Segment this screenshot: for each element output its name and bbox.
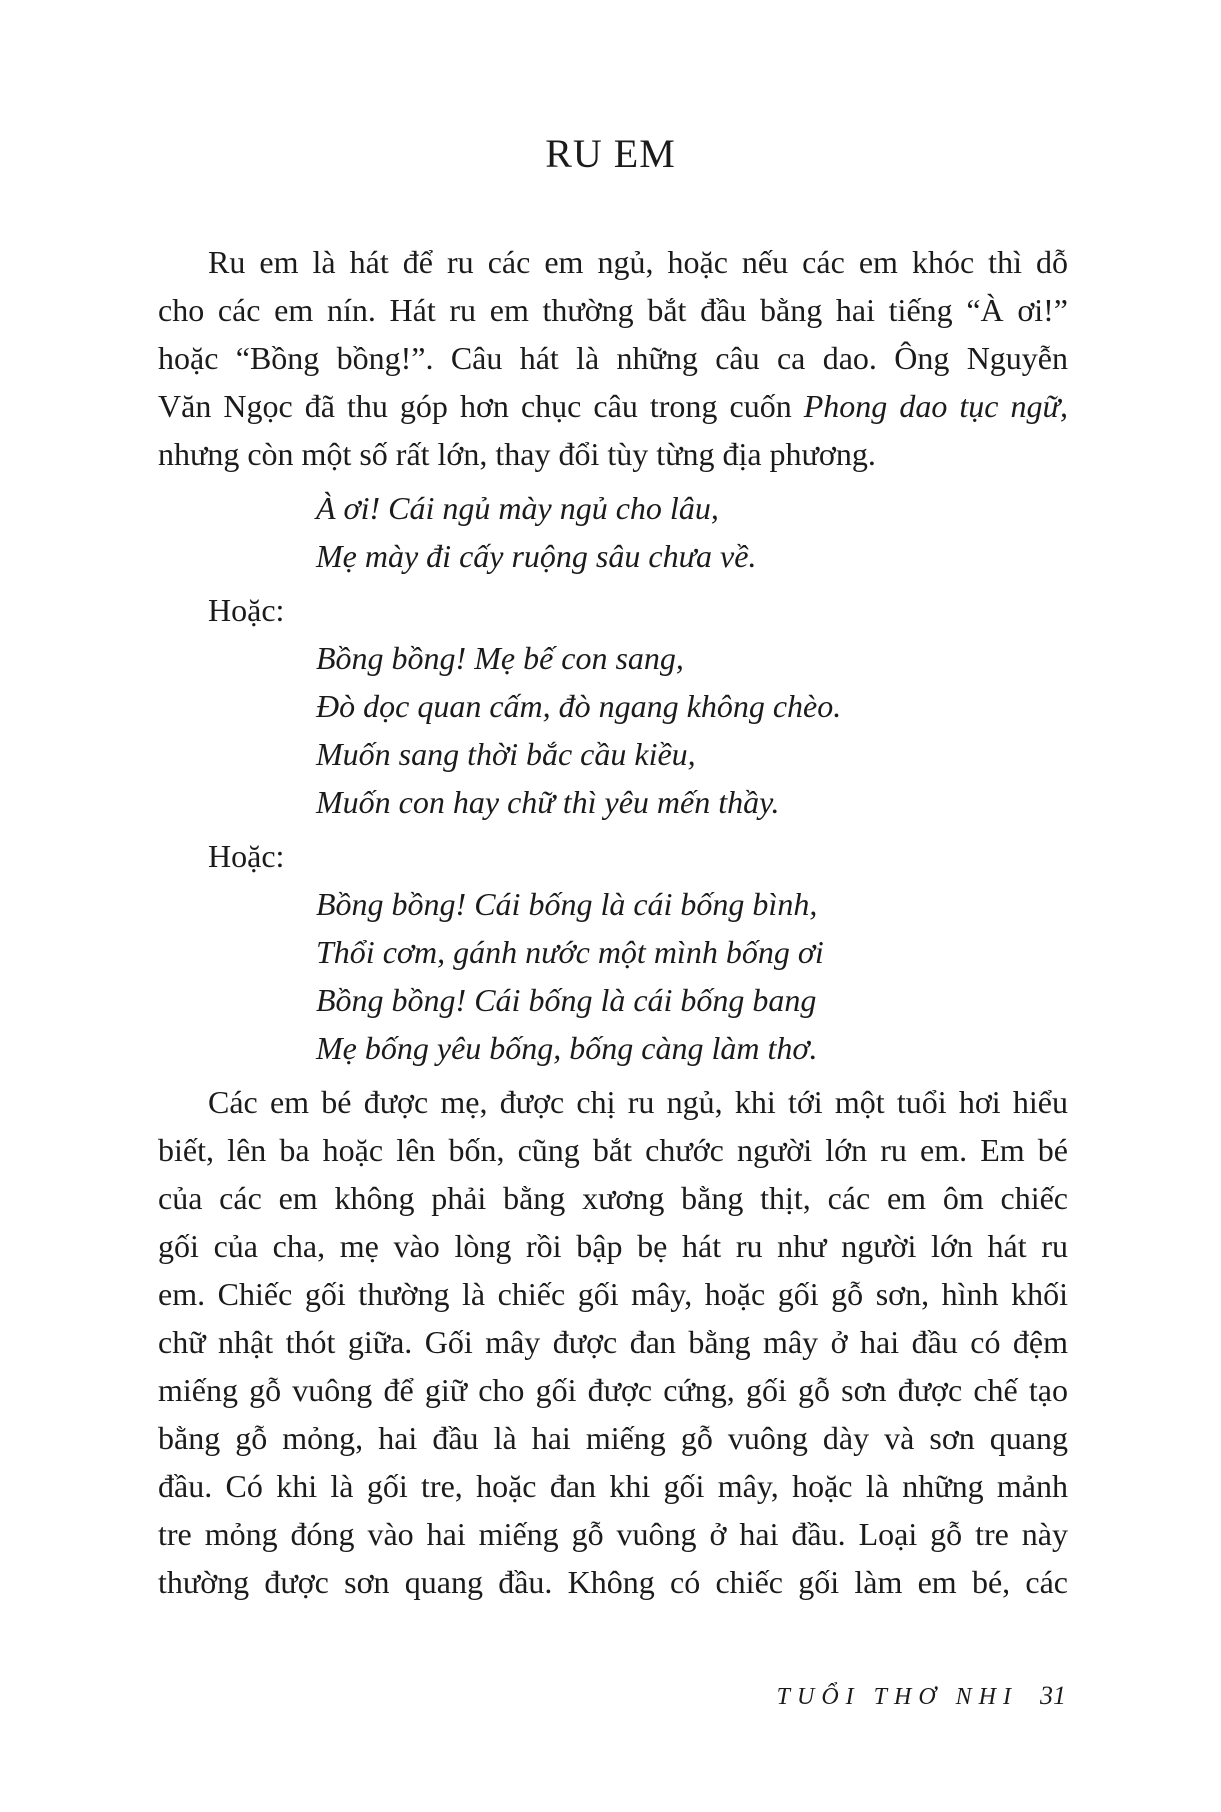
text-line: hoặc “Bồng bồng!”. Câu hát là những câu ca dao. Ông Nguyễn xyxy=(158,340,1068,376)
intro-paragraph xyxy=(158,238,1068,478)
verse-line: Mẹ mày đi cấy ruộng sâu chưa về. xyxy=(316,538,757,574)
text-line: miếng gỗ vuông để giữ cho gối được cứng, gối gỗ sơn được chế tạo xyxy=(158,1372,1068,1408)
text-block xyxy=(158,238,1068,1606)
text-line: Ru em là hát để ru các em ngủ, hoặc nếu các em khóc thì dỗ xyxy=(208,244,1068,280)
verse-line: Bồng bồng! Cái bống là cái bống bang xyxy=(316,982,817,1018)
verse-line: Mẹ bống yêu bống, bống càng làm thơ. xyxy=(316,1030,818,1066)
text-line: Các em bé được mẹ, được chị ru ngủ, khi tới một tuổi hơi hiểu xyxy=(208,1084,1068,1120)
alternative-label: Hoặc: xyxy=(208,592,285,628)
verse-line: Đò dọc quan cấm, đò ngang không chèo. xyxy=(316,688,842,724)
running-title: TUỔI THƠ NHI xyxy=(776,1684,1018,1710)
verse-line: Bồng bồng! Cái bống là cái bống bình, xyxy=(316,886,818,922)
text-line: cho các em nín. Hát ru em thường bắt đầu bằng hai tiếng “À ơi!” xyxy=(158,292,1068,328)
text-line: bằng gỗ mỏng, hai đầu là hai miếng gỗ vuông dày và sơn quang xyxy=(158,1420,1068,1456)
text-line: của các em không phải bằng xương bằng thịt, các em ôm chiếc xyxy=(158,1180,1068,1216)
text-line xyxy=(158,382,1068,430)
verse-line: Muốn con hay chữ thì yêu mến thầy. xyxy=(316,784,780,820)
text-line: em. Chiếc gối thường là chiếc gối mây, hoặc gối gỗ sơn, hình khối xyxy=(158,1276,1068,1312)
text-line: thường được sơn quang đầu. Không có chiếc gối làm em bé, các xyxy=(158,1564,1068,1600)
text-line-part: Văn Ngọc đã thu góp hơn chục câu trong cuốn xyxy=(158,388,804,424)
verse-block xyxy=(158,880,1068,1072)
page-footer xyxy=(777,1681,1066,1711)
verse-block xyxy=(158,484,1068,580)
text-line: nhưng còn một số rất lớn, thay đổi tùy từng địa phương. xyxy=(158,436,876,472)
page-number: 31 xyxy=(1040,1681,1066,1710)
text-line: biết, lên ba hoặc lên bốn, cũng bắt chước người lớn ru em. Em bé xyxy=(158,1132,1068,1168)
text-line: gối của cha, mẹ vào lòng rồi bập bẹ hát ru như người lớn hát ru xyxy=(158,1228,1068,1264)
verse-line: À ơi! Cái ngủ mày ngủ cho lâu, xyxy=(316,490,719,526)
verse-line: Muốn sang thời bắc cầu kiều, xyxy=(316,736,696,772)
book-title-italic: Phong dao tục ngữ, xyxy=(803,388,1069,424)
verse-line: Thổi cơm, gánh nước một mình bống ơi xyxy=(316,934,824,970)
text-line: tre mỏng đóng vào hai miếng gỗ vuông ở hai đầu. Loại gỗ tre này xyxy=(158,1516,1068,1552)
text-line: chữ nhật thót giữa. Gối mây được đan bằng mây ở hai đầu có đệm xyxy=(158,1324,1068,1360)
body-paragraph xyxy=(158,1078,1068,1606)
verse-line: Bồng bồng! Mẹ bế con sang, xyxy=(316,640,684,676)
page-title: RU EM xyxy=(545,131,676,176)
verse-block xyxy=(158,634,1068,826)
alternative-label: Hoặc: xyxy=(208,838,285,874)
text-line: đầu. Có khi là gối tre, hoặc đan khi gối mây, hoặc là những mảnh xyxy=(158,1468,1068,1504)
